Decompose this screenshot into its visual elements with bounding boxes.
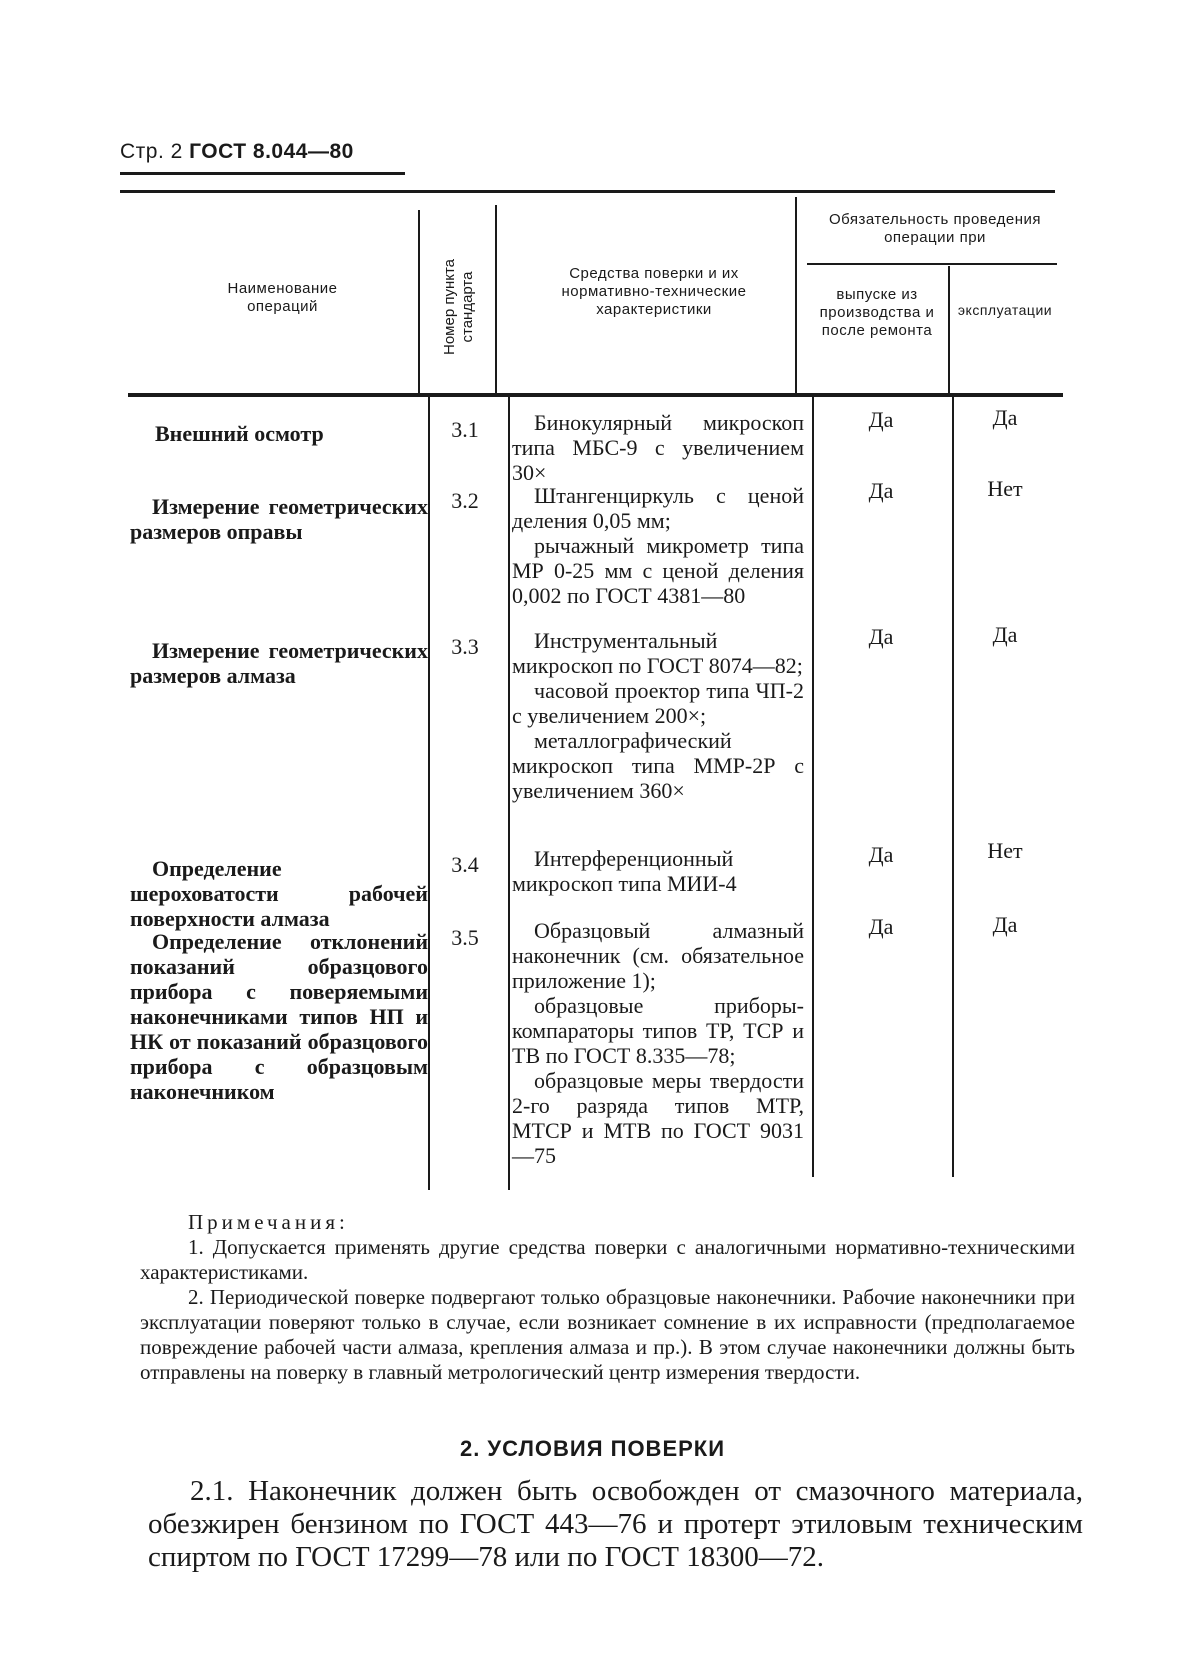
row-operation: Да bbox=[992, 622, 1018, 647]
means-item: рычажный микрометр типа МР 0-25 мм с ценой деления 0,002 по ГОСТ 4381—80 bbox=[512, 533, 804, 608]
col-divider bbox=[428, 397, 430, 1190]
row-clause: 3.2 bbox=[451, 488, 479, 513]
header-clause-number bbox=[428, 232, 490, 382]
row-name: Внешний осмотр bbox=[155, 421, 324, 446]
row-release: Да bbox=[868, 407, 894, 432]
row-means bbox=[512, 628, 804, 803]
row-means bbox=[512, 918, 804, 1168]
obligation-rule bbox=[807, 263, 1057, 265]
header-operation-name: Наименование операций bbox=[227, 280, 338, 315]
row-name-text: Измерение геометрических размеров оправы bbox=[130, 494, 428, 544]
section-paragraph: 2.1. Наконечник должен быть освобожден от смазочного материала, обезжирен бензином по ГОСТ 443—76 и протерт этиловым техническим спиртом по ГОСТ 17299—78 или по ГОСТ 18300—72. bbox=[148, 1475, 1083, 1573]
row-name-text: Определение шероховатости рабочей поверхности алмаза bbox=[130, 856, 428, 931]
row-clause: 3.4 bbox=[451, 852, 479, 877]
row-release: Да bbox=[868, 842, 894, 867]
note-item: 2. Периодической поверке подвергают только образцовые наконечники. Рабочие наконечники при эксплуатации поверяют только в случае, если возникает сомнение в их исправности (предполагаемое повреждение рабочей части алмаза, крепления алмаза и пр.). В этом случае наконечники должны быть отправлены на поверку в главный метрологический центр измерения твердости. bbox=[140, 1285, 1075, 1384]
means-item: образцовые меры твердости 2-го разряда типов МТР, МТСР и МТВ по ГОСТ 9031—75 bbox=[512, 1068, 804, 1168]
row-operation: Нет bbox=[987, 476, 1023, 501]
row-clause: 3.3 bbox=[451, 634, 479, 659]
header-operation: эксплуатации bbox=[957, 302, 1053, 318]
col-divider bbox=[508, 397, 510, 1190]
means-item: Инструментальный микроскоп по ГОСТ 8074—82; bbox=[512, 628, 803, 678]
notes-title: Примечания: bbox=[188, 1210, 349, 1234]
header-clause-number-text: Номер пункта стандарта bbox=[441, 258, 476, 356]
row-operation: Нет bbox=[987, 838, 1023, 863]
row-release: Да bbox=[868, 914, 894, 939]
row-clause: 3.1 bbox=[451, 417, 479, 442]
row-name bbox=[130, 929, 428, 1104]
means-item: Штангенциркуль с ценой деления 0,05 мм; bbox=[512, 483, 804, 533]
standard-number: ГОСТ 8.044—80 bbox=[189, 140, 354, 163]
means-item: Образцовый алмазный наконечник (см. обязательное приложение 1); bbox=[512, 918, 804, 993]
row-means bbox=[512, 846, 804, 896]
means-item: Бинокулярный микроскоп типа МБС-9 с увеличением 30× bbox=[512, 410, 804, 485]
row-name bbox=[130, 856, 428, 931]
table-header-rule bbox=[128, 393, 1063, 397]
means-item: Интерференционный микроскоп типа МИИ-4 bbox=[512, 846, 737, 896]
means-item: часовой проектор типа ЧП-2 с увеличением 200×; bbox=[512, 678, 804, 728]
header-rule bbox=[120, 172, 405, 175]
col-divider bbox=[795, 197, 797, 393]
row-release: Да bbox=[868, 624, 894, 649]
note-item: 1. Допускается применять другие средства поверки с аналогичными нормативно-техническими характеристиками. bbox=[140, 1235, 1075, 1284]
page-label: Стр. 2 bbox=[120, 140, 183, 163]
row-release: Да bbox=[868, 478, 894, 503]
row-means bbox=[512, 410, 804, 485]
notes bbox=[140, 1210, 1075, 1385]
row-name bbox=[130, 494, 428, 544]
row-operation: Да bbox=[992, 912, 1018, 937]
means-item: металлографический микроскоп типа ММР-2Р с увеличением 360× bbox=[512, 728, 804, 803]
page-header bbox=[120, 140, 354, 164]
header-means: Средства поверки и их нормативно-технические характеристики bbox=[561, 265, 747, 318]
row-name-text: Измерение геометрических размеров алмаза bbox=[130, 638, 428, 688]
row-name bbox=[130, 638, 428, 688]
row-means bbox=[512, 483, 804, 608]
table-top-rule bbox=[120, 190, 1055, 193]
means-item: образцовые приборы-компараторы типов ТР, ТСР и ТВ по ГОСТ 8.335—78; bbox=[512, 993, 804, 1068]
col-divider bbox=[812, 397, 814, 1177]
row-clause: 3.5 bbox=[451, 925, 479, 950]
header-release: выпуске из производства и после ремонта bbox=[819, 286, 935, 339]
col-divider bbox=[948, 266, 950, 393]
col-divider bbox=[495, 205, 497, 393]
header-obligation: Обязательность проведения операции при bbox=[828, 211, 1042, 246]
row-operation: Да bbox=[992, 405, 1018, 430]
section-title: 2. УСЛОВИЯ ПОВЕРКИ bbox=[459, 1436, 726, 1461]
row-name-text: Определение отклонений показаний образцового прибора с поверяемыми наконечниками типов НП и НК от показаний образцового прибора с образцовым наконечником bbox=[130, 929, 428, 1104]
col-divider bbox=[952, 397, 954, 1177]
col-divider bbox=[418, 210, 420, 393]
